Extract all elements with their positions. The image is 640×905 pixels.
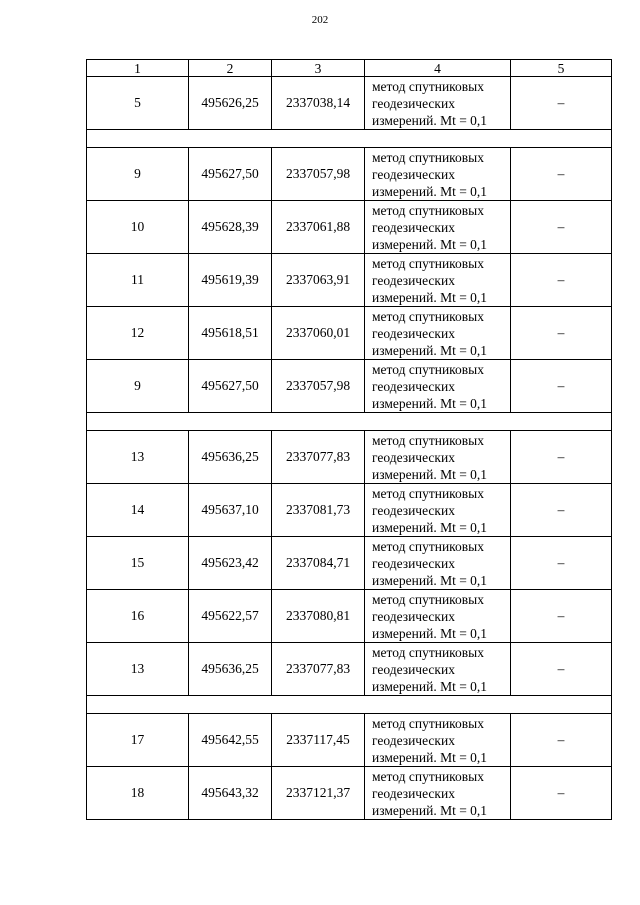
method-text-line: геодезических xyxy=(372,95,455,111)
point-number-cell: 11 xyxy=(87,254,189,307)
coordinates-table xyxy=(86,59,612,820)
y-coordinate-cell: 2337117,45 xyxy=(272,714,365,767)
method-cell xyxy=(365,537,511,590)
table-row xyxy=(87,431,612,484)
method-text-line: измерений. Mt = 0,1 xyxy=(372,342,488,358)
accuracy-dash-cell: – xyxy=(511,254,612,307)
method-text-line: метод спутниковых xyxy=(372,308,484,324)
x-coordinate-cell: 495637,10 xyxy=(189,484,272,537)
method-text-line: измерений. Mt = 0,1 xyxy=(372,183,488,199)
method-text-line: геодезических xyxy=(372,449,455,465)
table-header-row xyxy=(87,60,612,77)
method-text-line: измерений. Mt = 0,1 xyxy=(372,395,488,411)
method-text-line: метод спутниковых xyxy=(372,644,484,660)
x-coordinate-cell: 495627,50 xyxy=(189,148,272,201)
method-text-line: измерений. Mt = 0,1 xyxy=(372,572,488,588)
x-coordinate-cell: 495627,50 xyxy=(189,360,272,413)
method-text-line: измерений. Mt = 0,1 xyxy=(372,466,488,482)
y-coordinate-cell: 2337121,37 xyxy=(272,767,365,820)
header-cell: 1 xyxy=(87,60,189,77)
method-cell xyxy=(365,77,511,130)
accuracy-dash-cell: – xyxy=(511,590,612,643)
accuracy-dash-cell: – xyxy=(511,537,612,590)
point-number-cell: 9 xyxy=(87,360,189,413)
table-row xyxy=(87,767,612,820)
method-text-line: геодезических xyxy=(372,732,455,748)
y-coordinate-cell: 2337080,81 xyxy=(272,590,365,643)
point-number-cell: 5 xyxy=(87,77,189,130)
method-text-line: измерений. Mt = 0,1 xyxy=(372,289,488,305)
point-number-cell: 13 xyxy=(87,431,189,484)
header-cell: 5 xyxy=(511,60,612,77)
point-number-cell: 15 xyxy=(87,537,189,590)
header-cell: 4 xyxy=(365,60,511,77)
y-coordinate-cell: 2337077,83 xyxy=(272,431,365,484)
point-number-cell: 16 xyxy=(87,590,189,643)
separator-cell xyxy=(87,696,612,714)
table-row xyxy=(87,77,612,130)
method-text-line: измерений. Mt = 0,1 xyxy=(372,678,488,694)
method-text-line: метод спутниковых xyxy=(372,432,484,448)
method-text-line: метод спутниковых xyxy=(372,202,484,218)
x-coordinate-cell: 495628,39 xyxy=(189,201,272,254)
method-text-line: геодезических xyxy=(372,325,455,341)
accuracy-dash-cell: – xyxy=(511,714,612,767)
method-text-line: измерений. Mt = 0,1 xyxy=(372,519,488,535)
table-row xyxy=(87,254,612,307)
method-cell xyxy=(365,307,511,360)
x-coordinate-cell: 495636,25 xyxy=(189,643,272,696)
method-text-line: метод спутниковых xyxy=(372,485,484,501)
table-row xyxy=(87,360,612,413)
method-text-line: метод спутниковых xyxy=(372,78,484,94)
method-cell xyxy=(365,201,511,254)
y-coordinate-cell: 2337057,98 xyxy=(272,148,365,201)
y-coordinate-cell: 2337063,91 xyxy=(272,254,365,307)
y-coordinate-cell: 2337038,14 xyxy=(272,77,365,130)
method-cell xyxy=(365,714,511,767)
method-cell xyxy=(365,643,511,696)
separator-cell xyxy=(87,130,612,148)
method-cell xyxy=(365,484,511,537)
point-number-cell: 10 xyxy=(87,201,189,254)
method-text-line: измерений. Mt = 0,1 xyxy=(372,749,488,765)
method-cell xyxy=(365,148,511,201)
accuracy-dash-cell: – xyxy=(511,767,612,820)
method-text-line: метод спутниковых xyxy=(372,715,484,731)
accuracy-dash-cell: – xyxy=(511,307,612,360)
point-number-cell: 13 xyxy=(87,643,189,696)
accuracy-dash-cell: – xyxy=(511,643,612,696)
y-coordinate-cell: 2337057,98 xyxy=(272,360,365,413)
method-text-line: геодезических xyxy=(372,219,455,235)
block-separator-row xyxy=(87,130,612,148)
x-coordinate-cell: 495643,32 xyxy=(189,767,272,820)
method-text-line: геодезических xyxy=(372,272,455,288)
x-coordinate-cell: 495636,25 xyxy=(189,431,272,484)
separator-cell xyxy=(87,413,612,431)
y-coordinate-cell: 2337061,88 xyxy=(272,201,365,254)
table-row xyxy=(87,148,612,201)
table-row xyxy=(87,537,612,590)
y-coordinate-cell: 2337077,83 xyxy=(272,643,365,696)
point-number-cell: 9 xyxy=(87,148,189,201)
header-cell: 3 xyxy=(272,60,365,77)
method-cell xyxy=(365,767,511,820)
x-coordinate-cell: 495619,39 xyxy=(189,254,272,307)
method-text-line: метод спутниковых xyxy=(372,255,484,271)
method-text-line: метод спутниковых xyxy=(372,591,484,607)
method-text-line: метод спутниковых xyxy=(372,538,484,554)
method-text-line: геодезических xyxy=(372,502,455,518)
y-coordinate-cell: 2337081,73 xyxy=(272,484,365,537)
method-text-line: метод спутниковых xyxy=(372,361,484,377)
table-row xyxy=(87,714,612,767)
table-row xyxy=(87,484,612,537)
table-row xyxy=(87,590,612,643)
method-text-line: геодезических xyxy=(372,166,455,182)
table-row xyxy=(87,307,612,360)
method-text-line: измерений. Mt = 0,1 xyxy=(372,112,488,128)
block-separator-row xyxy=(87,413,612,431)
method-cell xyxy=(365,360,511,413)
table-row xyxy=(87,643,612,696)
accuracy-dash-cell: – xyxy=(511,360,612,413)
header-cell: 2 xyxy=(189,60,272,77)
x-coordinate-cell: 495626,25 xyxy=(189,77,272,130)
y-coordinate-cell: 2337084,71 xyxy=(272,537,365,590)
method-text-line: геодезических xyxy=(372,661,455,677)
table-row xyxy=(87,201,612,254)
method-text-line: геодезических xyxy=(372,378,455,394)
block-separator-row xyxy=(87,696,612,714)
method-text-line: геодезических xyxy=(372,785,455,801)
method-text-line: геодезических xyxy=(372,608,455,624)
accuracy-dash-cell: – xyxy=(511,431,612,484)
x-coordinate-cell: 495622,57 xyxy=(189,590,272,643)
method-text-line: измерений. Mt = 0,1 xyxy=(372,802,488,818)
method-text-line: измерений. Mt = 0,1 xyxy=(372,625,488,641)
point-number-cell: 14 xyxy=(87,484,189,537)
method-text-line: метод спутниковых xyxy=(372,768,484,784)
accuracy-dash-cell: – xyxy=(511,484,612,537)
method-text-line: измерений. Mt = 0,1 xyxy=(372,236,488,252)
accuracy-dash-cell: – xyxy=(511,148,612,201)
point-number-cell: 17 xyxy=(87,714,189,767)
point-number-cell: 12 xyxy=(87,307,189,360)
method-text-line: метод спутниковых xyxy=(372,149,484,165)
method-cell xyxy=(365,590,511,643)
x-coordinate-cell: 495623,42 xyxy=(189,537,272,590)
method-text-line: геодезических xyxy=(372,555,455,571)
accuracy-dash-cell: – xyxy=(511,77,612,130)
accuracy-dash-cell: – xyxy=(511,201,612,254)
page-number: 202 xyxy=(311,14,329,26)
x-coordinate-cell: 495618,51 xyxy=(189,307,272,360)
point-number-cell: 18 xyxy=(87,767,189,820)
y-coordinate-cell: 2337060,01 xyxy=(272,307,365,360)
method-cell xyxy=(365,431,511,484)
method-cell xyxy=(365,254,511,307)
x-coordinate-cell: 495642,55 xyxy=(189,714,272,767)
